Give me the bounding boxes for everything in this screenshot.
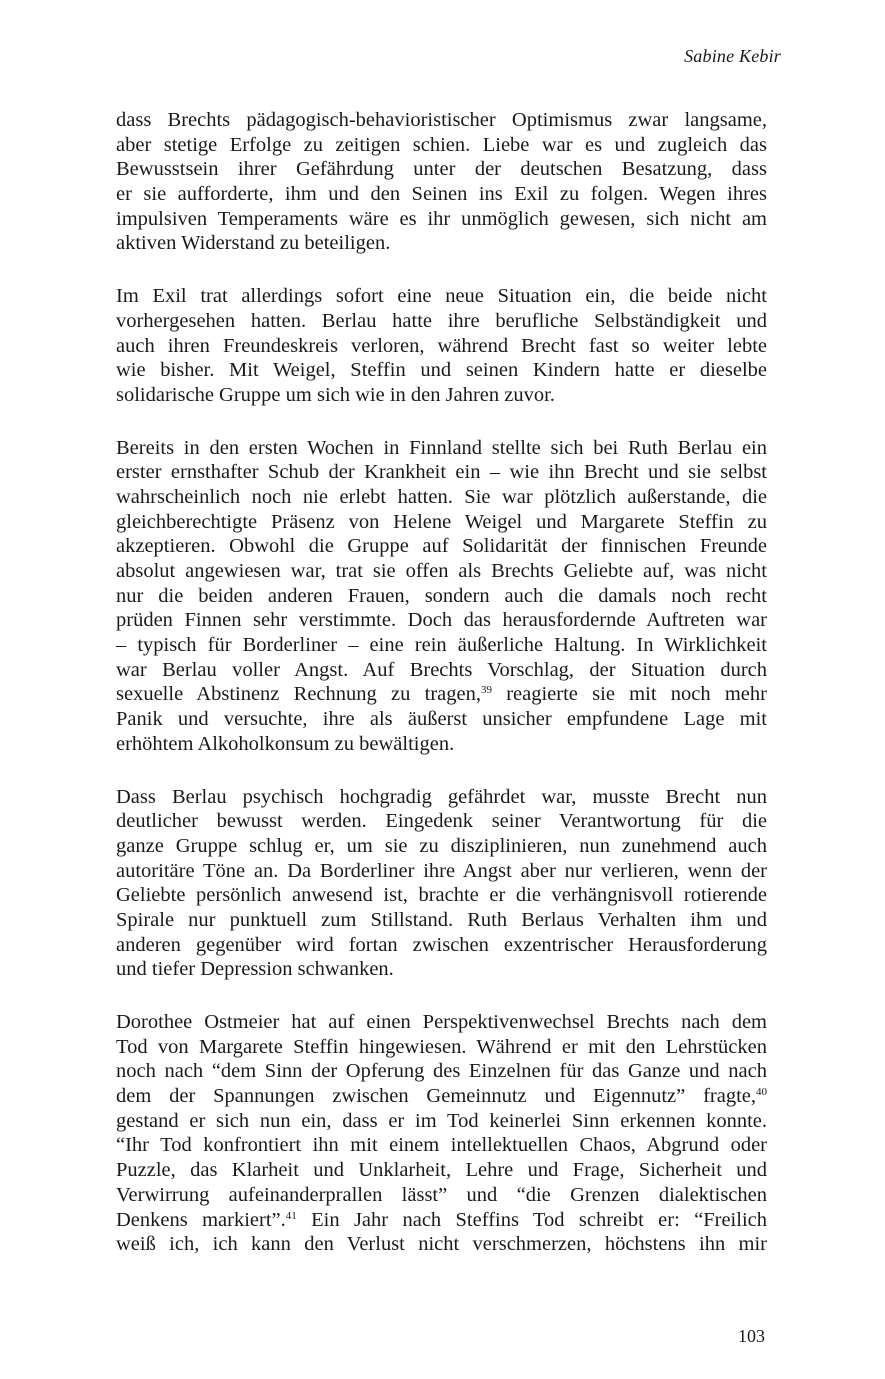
text-line: anderen gegenüber wird fortan zwischen exzentrischer Herausforderung: [116, 933, 767, 956]
text-segment: sexuelle Abstinenz Rechnung zu tragen,: [116, 683, 481, 706]
text-line: auch ihren Freundeskreis verloren, während Brecht fast so weiter lebte: [116, 334, 767, 357]
text-segment: Ein Jahr nach Steffins Tod schreibt er: “Freilich: [296, 1208, 767, 1231]
text-line: autoritäre Töne an. Da Borderliner ihre Angst aber nur verlieren, wenn der: [116, 859, 767, 882]
page-number: 103: [738, 1326, 765, 1346]
text-line: ganze Gruppe schlug er, um sie zu disziplinieren, nun zunehmend auch: [116, 834, 767, 857]
text-line: solidarische Gruppe um sich wie in den Jahren zuvor.: [116, 383, 555, 406]
text-line: aber stetige Erfolge zu zeitigen schien. Liebe war es und zugleich das: [116, 133, 767, 156]
text-line: Bewusstsein ihrer Gefährdung unter der deutschen Besatzung, dass: [116, 158, 767, 181]
text-line: Verwirrung aufeinanderprallen lässt” und “die Grenzen dialektischen: [116, 1183, 767, 1206]
paragraph-3: [116, 436, 767, 757]
text-segment: dem der Spannungen zwischen Gemeinnutz und Eigennutz” fragte,: [116, 1085, 756, 1108]
text-segment: Denkens markiert”.: [116, 1208, 286, 1231]
footnote-marker: 39: [480, 684, 492, 697]
text-line: Tod von Margarete Steffin hingewiesen. Während er mit den Lehrstücken: [116, 1035, 767, 1058]
text-line: gestand er sich nun ein, dass er im Tod keinerlei Sinn erkennen konnte.: [116, 1109, 767, 1132]
text-line: Spirale nur punktuell zum Stillstand. Ruth Berlaus Verhalten ihm und: [116, 908, 767, 931]
text-line: Geliebte persönlich anwesend ist, brachte er die verhängnisvoll rotierende: [116, 884, 767, 907]
footnote-marker: 41: [285, 1209, 297, 1222]
text-line: er sie aufforderte, ihm und den Seinen ins Exil zu folgen. Wegen ihres: [116, 183, 767, 206]
text-line-with-footnote: [116, 1208, 767, 1233]
text-line: weiß ich, ich kann den Verlust nicht verschmerzen, höchstens ihn mir: [116, 1233, 767, 1256]
text-line: absolut angewiesen war, trat sie offen als Brechts Geliebte auf, was nicht: [116, 560, 767, 582]
text-line-with-footnote: [116, 1084, 767, 1109]
paragraph-1: [116, 108, 767, 256]
text-line: Im Exil trat allerdings sofort eine neue Situation ein, die beide nicht: [116, 285, 767, 308]
text-line: vorhergesehen hatten. Berlau hatte ihre berufliche Selbständigkeit und: [116, 309, 767, 332]
text-line: wahrscheinlich noch nie erlebt hatten. Sie war plötzlich außerstande, die: [116, 485, 767, 508]
text-line: aktiven Widerstand zu beteiligen.: [116, 232, 391, 255]
text-line: und tiefer Depression schwanken.: [116, 958, 394, 981]
text-line: – typisch für Borderliner – eine rein äußerliche Haltung. In Wirklichkeit: [116, 634, 767, 657]
paragraph-2: [116, 284, 767, 407]
text-line: Dass Berlau psychisch hochgradig gefährdet war, musste Brecht nun: [116, 785, 767, 808]
paragraph-4: [116, 785, 767, 983]
text-line: akzeptieren. Obwohl die Gruppe auf Solidarität der finnischen Freunde: [116, 535, 767, 558]
footnote-marker: 40: [756, 1086, 767, 1099]
text-line-with-footnote: [116, 682, 767, 707]
body-text: [116, 108, 767, 1285]
paragraph-5: [116, 1010, 767, 1257]
text-line: gleichberechtigte Präsenz von Helene Weigel und Margarete Steffin zu: [116, 510, 767, 533]
text-line: Panik und versuchte, ihre als äußerst unsicher empfundene Lage mit: [116, 708, 767, 731]
text-line: nur die beiden anderen Frauen, sondern auch die damals noch recht: [116, 584, 767, 607]
text-line: impulsiven Temperaments wäre es ihr unmöglich gewesen, sich nicht am: [116, 207, 767, 230]
text-line: Dorothee Ostmeier hat auf einen Perspektivenwechsel Brechts nach dem: [116, 1011, 767, 1033]
text-line: noch nach “dem Sinn der Opferung des Einzelnen für das Ganze und nach: [116, 1060, 767, 1083]
text-line: dass Brechts pädagogisch-behavioristischer Optimismus zwar langsame,: [116, 109, 767, 131]
text-line: erster ernsthafter Schub der Krankheit ein – wie ihn Brecht und sie selbst: [116, 461, 767, 484]
text-line: “Ihr Tod konfrontiert ihn mit einem intellektuellen Chaos, Abgrund oder: [116, 1134, 767, 1157]
text-line: Bereits in den ersten Wochen in Finnland stellte sich bei Ruth Berlau ein: [116, 436, 767, 459]
running-head-author: Sabine Kebir: [684, 46, 781, 66]
text-line: Puzzle, das Klarheit und Unklarheit, Lehre und Frage, Sicherheit und: [116, 1159, 767, 1182]
text-line: war Berlau voller Angst. Auf Brechts Vorschlag, der Situation durch: [116, 658, 767, 681]
text-line: prüden Finnen sehr verstimmte. Doch das herausfordernde Auftreten war: [116, 609, 767, 632]
text-line: erhöhtem Alkoholkonsum zu bewältigen.: [116, 732, 455, 755]
text-line: deutlicher bewusst werden. Eingedenk seiner Verantwortung für die: [116, 810, 767, 833]
text-line: wie bisher. Mit Weigel, Steffin und seinen Kindern hatte er dieselbe: [116, 359, 767, 382]
text-segment: reagierte sie mit noch mehr: [491, 683, 767, 706]
